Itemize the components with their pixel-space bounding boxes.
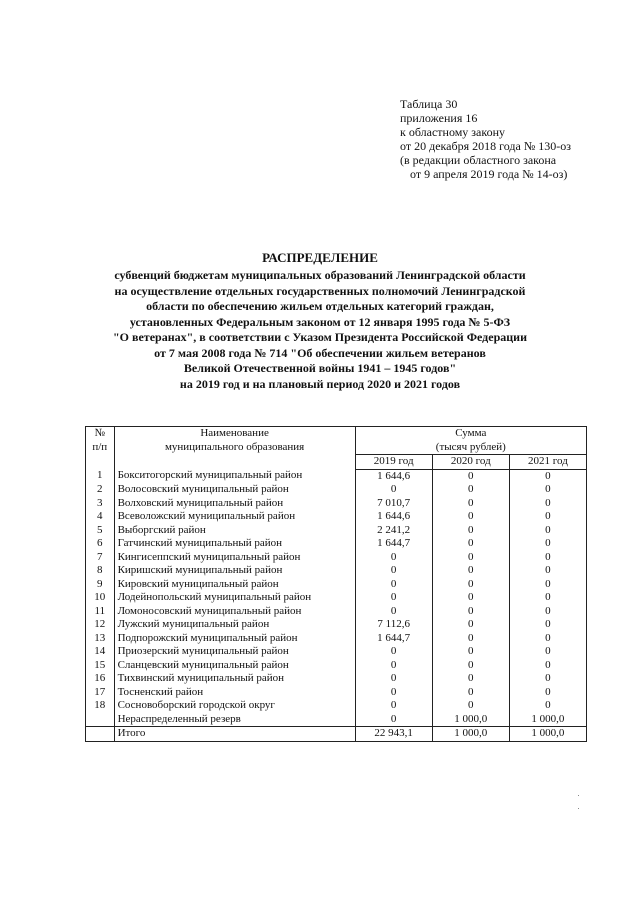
table-row <box>86 686 587 700</box>
table-row <box>86 645 587 659</box>
row-name: Нераспределенный резерв <box>114 713 355 727</box>
row-value-2019: 0 <box>355 645 432 659</box>
row-value-2019: 0 <box>355 659 432 673</box>
row-value-2021: 0 <box>509 618 586 632</box>
row-value-2019: 0 <box>355 483 432 497</box>
row-num: 4 <box>86 510 115 524</box>
appendix-note-line: к областному закону <box>400 125 506 139</box>
appendix-note <box>400 97 571 181</box>
document-subtitle <box>0 268 640 392</box>
subtitle-line: от 7 мая 2008 года № 714 "Об обеспечении жильем ветеранов <box>154 345 486 360</box>
row-name: Лужский муниципальный район <box>114 618 355 632</box>
table-row <box>86 659 587 673</box>
header-num-line2: п/п <box>92 440 108 453</box>
header-year-2020: 2020 год <box>432 455 509 470</box>
appendix-note-line: приложения 16 <box>400 111 478 125</box>
row-value-2020: 0 <box>432 632 509 646</box>
table-row <box>86 510 587 524</box>
header-num-line1: № <box>94 427 106 439</box>
row-value-2019: 0 <box>355 713 432 727</box>
row-name: Выборгский район <box>114 524 355 538</box>
table-row <box>86 699 587 713</box>
subtitle-line: установленных Федеральным законом от 12 января 1995 года № 5-ФЗ <box>129 314 511 329</box>
total-2020: 1 000,0 <box>432 727 509 742</box>
row-value-2020: 0 <box>432 618 509 632</box>
row-num: 6 <box>86 537 115 551</box>
subtitle-line: "О ветеранах", в соответствии с Указом Президента Российской Федерации <box>113 330 527 344</box>
table-row <box>86 564 587 578</box>
row-value-2021: 0 <box>509 578 586 592</box>
header-sum-line1: Сумма <box>455 427 487 439</box>
row-num: 11 <box>86 605 115 619</box>
row-name: Ломоносовский муниципальный район <box>114 605 355 619</box>
row-num <box>86 713 115 727</box>
row-value-2020: 0 <box>432 510 509 524</box>
table-row <box>86 497 587 511</box>
row-value-2021: 0 <box>509 469 586 483</box>
document-title: РАСПРЕДЕЛЕНИЕ <box>262 250 378 265</box>
row-value-2020: 0 <box>432 659 509 673</box>
row-name: Подпорожский муниципальный район <box>114 632 355 646</box>
row-num: 7 <box>86 551 115 565</box>
row-num: 10 <box>86 591 115 605</box>
row-value-2019: 1 644,6 <box>355 469 432 483</box>
row-value-2020: 0 <box>432 564 509 578</box>
total-label: Итого <box>114 727 355 742</box>
scan-speck <box>578 795 579 796</box>
row-value-2021: 0 <box>509 510 586 524</box>
row-value-2019: 1 644,6 <box>355 510 432 524</box>
row-value-2021: 0 <box>509 537 586 551</box>
row-value-2019: 7 010,7 <box>355 497 432 511</box>
table-row <box>86 578 587 592</box>
row-num: 12 <box>86 618 115 632</box>
row-num: 3 <box>86 497 115 511</box>
row-value-2019: 2 241,2 <box>355 524 432 538</box>
row-value-2020: 0 <box>432 591 509 605</box>
row-num: 1 <box>86 469 115 483</box>
row-num: 16 <box>86 672 115 686</box>
total-row <box>86 727 587 742</box>
appendix-note-line: от 20 декабря 2018 года № 130-оз <box>400 139 572 153</box>
row-value-2020: 0 <box>432 497 509 511</box>
table-row <box>86 524 587 538</box>
row-value-2019: 0 <box>355 686 432 700</box>
row-value-2019: 0 <box>355 605 432 619</box>
table-row <box>86 537 587 551</box>
row-value-2019: 0 <box>355 672 432 686</box>
row-num: 2 <box>86 483 115 497</box>
row-name: Лодейнопольский муниципальный район <box>114 591 355 605</box>
row-value-2021: 0 <box>509 699 586 713</box>
row-value-2020: 0 <box>432 578 509 592</box>
header-sum-line2: (тысяч рублей) <box>435 440 506 453</box>
subtitle-line: области по обеспечению жильем отдельных категорий граждан, <box>146 299 494 313</box>
total-2021: 1 000,0 <box>509 727 586 742</box>
row-value-2020: 0 <box>432 524 509 538</box>
row-name: Волосовский муниципальный район <box>114 483 355 497</box>
row-num: 17 <box>86 686 115 700</box>
row-value-2021: 0 <box>509 686 586 700</box>
row-num: 15 <box>86 659 115 673</box>
row-value-2020: 0 <box>432 672 509 686</box>
row-value-2021: 0 <box>509 551 586 565</box>
row-name: Гатчинский муниципальный район <box>114 537 355 551</box>
row-value-2019: 0 <box>355 591 432 605</box>
table-row <box>86 672 587 686</box>
table-body <box>86 469 587 727</box>
row-value-2020: 0 <box>432 551 509 565</box>
table-row <box>86 713 587 727</box>
row-name: Сосновоборский городской округ <box>114 699 355 713</box>
appendix-note-line: (в редакции областного закона <box>400 153 557 167</box>
row-value-2020: 0 <box>432 537 509 551</box>
distribution-table <box>85 426 587 742</box>
table-row <box>86 591 587 605</box>
table-row <box>86 618 587 632</box>
row-value-2021: 0 <box>509 591 586 605</box>
row-value-2021: 0 <box>509 672 586 686</box>
row-value-2021: 1 000,0 <box>509 713 586 727</box>
header-num <box>86 427 115 470</box>
row-value-2021: 0 <box>509 524 586 538</box>
table-row <box>86 551 587 565</box>
table-row <box>86 605 587 619</box>
row-name: Киришский муниципальный район <box>114 564 355 578</box>
header-name <box>114 427 355 470</box>
row-name: Волховский муниципальный район <box>114 497 355 511</box>
row-num: 13 <box>86 632 115 646</box>
row-name: Приозерский муниципальный район <box>114 645 355 659</box>
row-name: Сланцевский муниципальный район <box>114 659 355 673</box>
total-num-cell <box>86 727 115 742</box>
row-num: 9 <box>86 578 115 592</box>
row-name: Кировский муниципальный район <box>114 578 355 592</box>
row-value-2021: 0 <box>509 483 586 497</box>
row-value-2021: 0 <box>509 564 586 578</box>
subtitle-line: субвенций бюджетам муниципальных образований Ленинградской области <box>114 268 526 282</box>
row-value-2021: 0 <box>509 497 586 511</box>
row-name: Бокситогорский муниципальный район <box>114 469 355 483</box>
row-name: Кингисеппский муниципальный район <box>114 551 355 565</box>
row-value-2020: 1 000,0 <box>432 713 509 727</box>
table-row <box>86 483 587 497</box>
row-value-2021: 0 <box>509 632 586 646</box>
header-sum <box>355 427 586 455</box>
row-num: 14 <box>86 645 115 659</box>
header-name-line2: муниципального образования <box>164 440 305 453</box>
row-value-2019: 0 <box>355 551 432 565</box>
row-value-2019: 0 <box>355 699 432 713</box>
subtitle-line: на осуществление отдельных государственных полномочий Ленинградской <box>114 283 526 298</box>
row-num: 18 <box>86 699 115 713</box>
row-value-2020: 0 <box>432 699 509 713</box>
row-value-2021: 0 <box>509 659 586 673</box>
row-value-2019: 0 <box>355 564 432 578</box>
row-value-2020: 0 <box>432 469 509 483</box>
row-num: 5 <box>86 524 115 538</box>
row-value-2021: 0 <box>509 645 586 659</box>
subtitle-line: на 2019 год и на плановый период 2020 и 2021 годов <box>179 376 461 391</box>
subtitle-line: Великой Отечественной войны 1941 – 1945 годов" <box>183 361 457 375</box>
header-year-2019: 2019 год <box>355 455 432 470</box>
row-name: Всеволожский муниципальный район <box>114 510 355 524</box>
row-value-2020: 0 <box>432 645 509 659</box>
row-value-2020: 0 <box>432 605 509 619</box>
row-value-2019: 1 644,7 <box>355 632 432 646</box>
appendix-note-line: от 9 апреля 2019 года № 14-оз) <box>410 167 568 181</box>
row-value-2019: 0 <box>355 578 432 592</box>
row-name: Тихвинский муниципальный район <box>114 672 355 686</box>
row-num: 8 <box>86 564 115 578</box>
table-row <box>86 632 587 646</box>
header-year-2021: 2021 год <box>509 455 586 470</box>
row-name: Тосненский район <box>114 686 355 700</box>
table-row <box>86 469 587 483</box>
scan-speck <box>578 808 579 809</box>
row-value-2021: 0 <box>509 605 586 619</box>
row-value-2020: 0 <box>432 483 509 497</box>
header-name-line1: Наименование <box>200 427 269 439</box>
row-value-2019: 1 644,7 <box>355 537 432 551</box>
row-value-2020: 0 <box>432 686 509 700</box>
total-2019: 22 943,1 <box>355 727 432 742</box>
row-value-2019: 7 112,6 <box>355 618 432 632</box>
appendix-note-line: Таблица 30 <box>400 97 458 111</box>
